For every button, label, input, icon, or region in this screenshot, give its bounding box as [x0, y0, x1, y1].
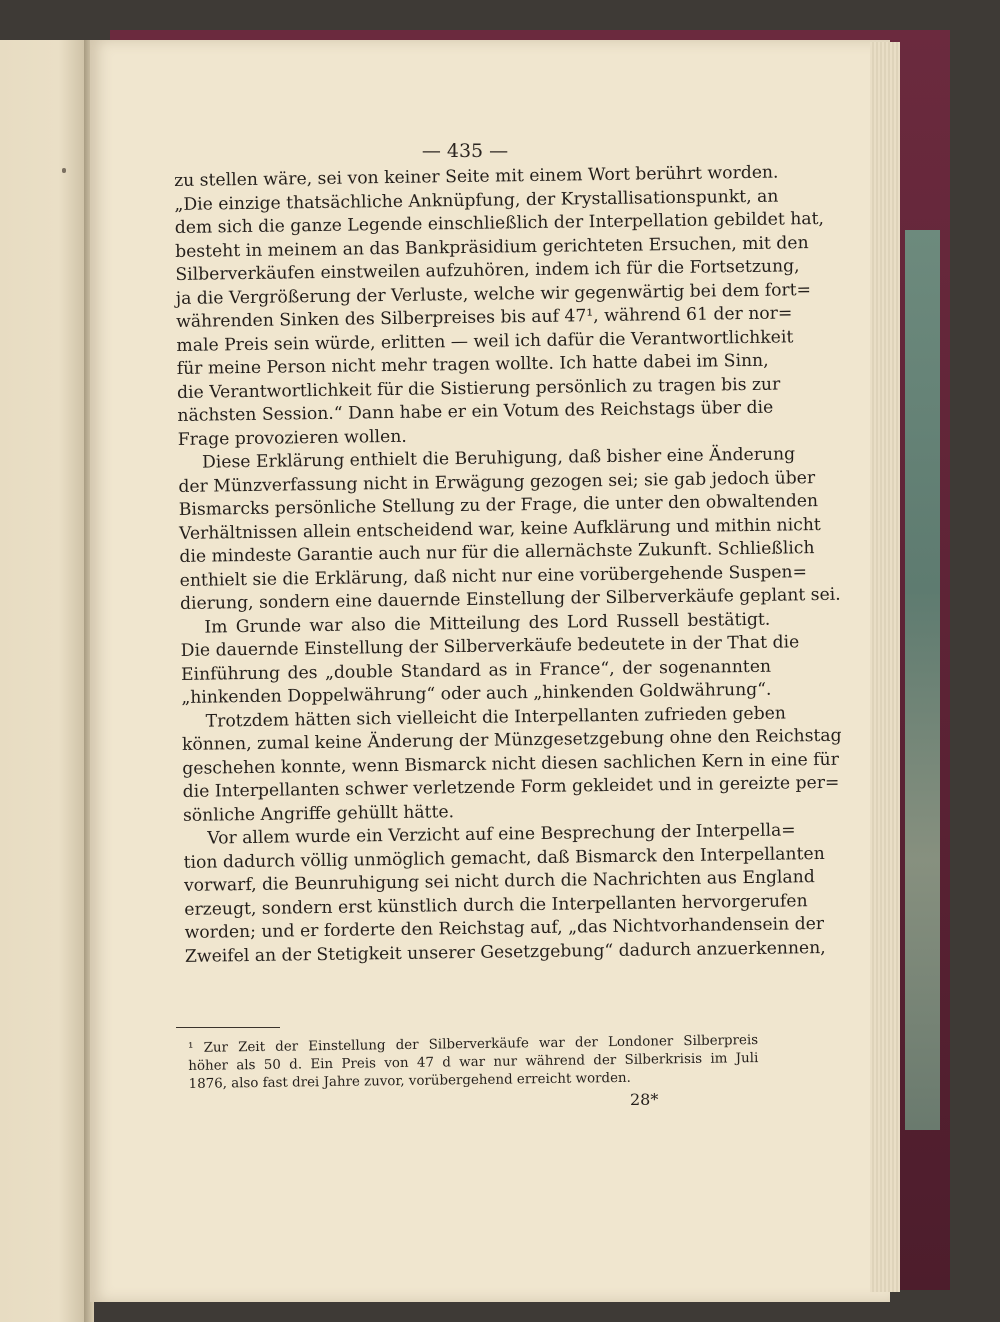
- footnote-line: 1876, also fast drei Jahre zuvor, vorübergehend erreicht worden.: [188, 1070, 631, 1092]
- text-line: der Münzverfassung nicht in Erwägung gezogen sei; sie gab jedoch über: [178, 467, 816, 497]
- text-line: Trotzdem hätten sich vielleicht die Interpellanten zufrieden geben: [205, 703, 787, 732]
- text-line: „Die einzige thatsächliche Anknüpfung, der Krystallisationspunkt, an: [174, 186, 779, 215]
- footnote-rule: [176, 1027, 280, 1028]
- text-line: Vor allem wurde ein Verzicht auf eine Besprechung der Interpella=: [207, 820, 796, 849]
- text-line: erzeugt, sondern erst künstlich durch die Interpellanten hervorgerufen: [184, 890, 808, 920]
- text-line: enthielt sie die Erklärung, daß nicht nur eine vorübergehende Suspen=: [179, 561, 808, 591]
- text-line: dierung, sondern eine dauernde Einstellung der Silberverkäufe geplant sei.: [179, 584, 841, 614]
- cover-marbled-edge: [905, 230, 940, 1130]
- text-line: „hinkenden Doppelwährung“ oder auch „hinkenden Goldwährung“.: [181, 679, 772, 708]
- page-stack-edge: [870, 42, 900, 1292]
- left-page-margin: [0, 40, 84, 1322]
- footnote: [188, 1032, 759, 1094]
- signature-mark: 28*: [630, 1090, 659, 1109]
- text-line: für meine Person nicht mehr tragen wollte. Ich hatte dabei im Sinn,: [176, 350, 769, 379]
- text-line: währenden Sinken des Silberpreises bis auf 47¹, während 61 der nor=: [175, 303, 793, 332]
- text-line: vorwarf, die Beunruhigung sei nicht durch die Nachrichten aus England: [183, 867, 815, 896]
- text-line: tion dadurch völlig unmöglich gemacht, daß Bismarck den Interpellanten: [183, 843, 825, 873]
- text-line: die Interpellanten schwer verletzende Form gekleidet und in gereizte per=: [182, 772, 840, 802]
- text-line: sönliche Angriffe gehüllt hätte.: [182, 801, 455, 826]
- text-line: geschehen konnte, wenn Bismarck nicht diesen sachlichen Kern in eine für: [182, 749, 840, 779]
- text-line: worden; und er forderte den Reichstag auf, „das Nichtvorhandensein der: [184, 913, 825, 943]
- text-line: dem sich die ganze Legende einschließlich der Interpellation gebildet hat,: [174, 208, 825, 238]
- text-line: male Preis sein würde, erlitten — weil ich dafür die Verantwortlichkeit: [176, 326, 794, 356]
- ink-dot: [62, 168, 66, 173]
- page-number: — 435 —: [421, 140, 509, 162]
- text-line: Die dauernde Einstellung der Silberverkäufe bedeutete in der That die: [180, 632, 800, 661]
- footnote-line: ¹ Zur Zeit der Einstellung der Silberverkäufe war der Londoner Silberpreis: [188, 1033, 759, 1056]
- text-line: besteht in meinem an das Bankpräsidium gerichteten Ersuchen, mit den: [174, 232, 809, 262]
- text-line: die mindeste Garantie auch nur für die allernächste Zukunft. Schließlich: [179, 538, 815, 567]
- text-line: zu stellen wäre, sei von keiner Seite mit einem Wort berührt worden.: [174, 162, 779, 191]
- text-line: Bismarcks persönliche Stellung zu der Frage, die unter den obwaltenden: [178, 491, 819, 520]
- text-line: Zweifel an der Stetigkeit unserer Gesetzgebung“ dadurch anzuerkennen,: [184, 937, 826, 967]
- text-line: ja die Vergrößerung der Verluste, welche wir gegenwärtig bei dem fort=: [175, 279, 812, 309]
- text-line: Frage provozieren wollen.: [177, 426, 407, 450]
- text-line: Im Grunde war also die Mitteilung des Lord Russell bestätigt.: [204, 609, 771, 638]
- main-text: [174, 162, 842, 969]
- text-line: Einführung des „double Standard as in France“, der sogenannten: [180, 656, 772, 685]
- text-line: Verhältnissen allein entscheidend war, keine Aufklärung und mithin nicht: [178, 514, 821, 544]
- text-line: die Verantwortlichkeit für die Sistierung persönlich zu tragen bis zur: [176, 374, 781, 403]
- text-line: Diese Erklärung enthielt die Beruhigung, daß bisher eine Änderung: [201, 444, 796, 473]
- text-line: Silberverkäufen einstweilen aufzuhören, indem ich für die Fortsetzung,: [175, 256, 800, 285]
- text-line: nächsten Session.“ Dann habe er ein Votum des Reichstags über die: [177, 397, 774, 426]
- footnote-line: höher als 50 d. Ein Preis von 47 d war nur während der Silberkrisis im Juli: [188, 1051, 759, 1074]
- text-line: können, zumal keine Änderung der Münzgesetzgebung ohne den Reichstag: [181, 725, 842, 755]
